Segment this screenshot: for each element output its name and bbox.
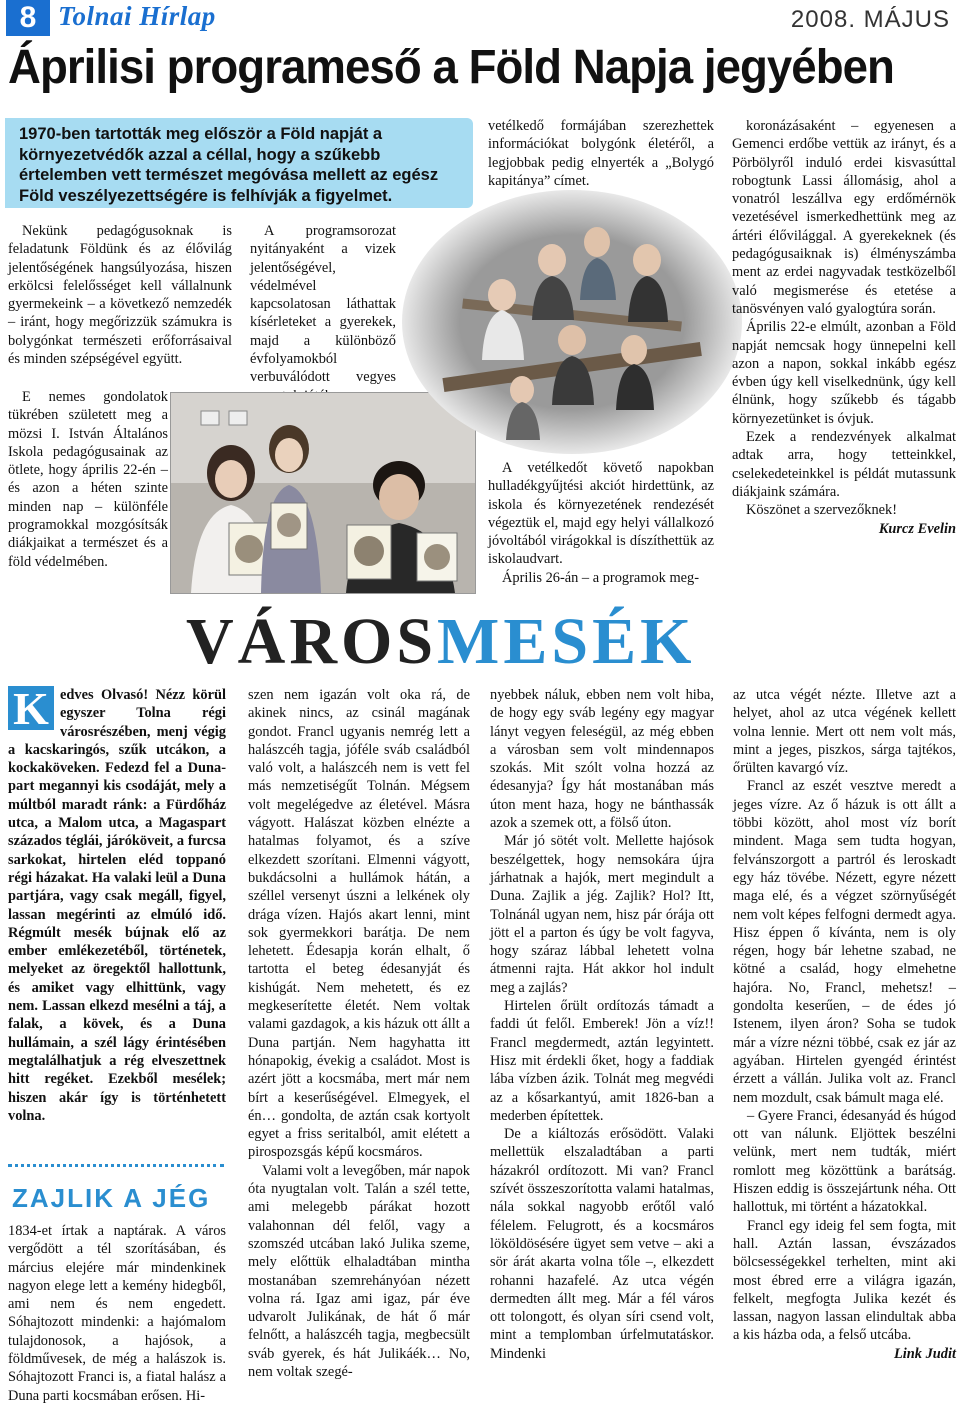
article1-column-3 <box>488 117 714 190</box>
article2-subhead: ZAJLIK A JÉG <box>12 1183 211 1213</box>
page-number: 8 <box>6 0 50 36</box>
article1-paragraph: Ezek a rendezvények alkalmat adtak arra, hogy tetteinkkel, cselekedeteinkkel is példát mutassunk diákjaink számára. <box>732 429 956 500</box>
article-lead: 1970-ben tartották meg először a Föld napját a környezetvédők azzal a céllal, hogy a szűkebb értelemben vett természet megóvása mellett az egész Föld veszélyezettségére is felhívják a figyelmet. <box>5 118 473 208</box>
article2-intro <box>8 683 226 1125</box>
article-headline: Áprilisi programeső a Föld Napja jegyében <box>8 41 894 94</box>
article1-column-1b <box>8 388 168 571</box>
article2-paragraph: szen nem igazán volt oka rá, de akinek nincs, az csinál magának gondot. Francl ugyanis nemrég lett a halászcéh tagja, jóféle sváb családból való volt, a halászcéh nem is vett fel más nemzetiségűt Tolnán. Mégsem volt megelégedve az életével. Másra vágyott. Halászat közben elnézte a hatalmas folyamot, és a szíve elkezdett szorítani. Elmenni vágyott, bukdácsolni a hullámok hátán, a széllel versenyt úszni a lelkének oly drága vízen. Hajós akart lenni, mint sok gyermekkori barátja. De nem lehetett. Édesapja korán elhalt, ő tartotta el beteg édesanyját és kishúgát. Nem mehetett, és ez megkeserítette életét. Nem voltak valami gazdagok, a kis házuk ott állt a Duna partján. Nem hagyhatta itt hónapokig, évekig a családot. Most is azért jött a kocsmába, mert már nem bírt a keserűségével. Elmegyek, el én… gondolta, de aztán csak kortyolt egyet a friss seritalból, amit elétett a pirospozsgás képű kocsmáros. <box>248 687 470 1161</box>
article1-paragraph: Április 26-án – a programok meg- <box>502 569 700 586</box>
article1-paragraph: vetélkedő formájában szerezhettek információkat bolygónk életéről, a legjobbak pedig elnyerték a „Bolygó kapitánya” címet. <box>488 118 714 189</box>
article2-paragraph: 1834-et írtak a naptárak. A város vergődött a tél szorításában, és március elejére már mindenkinek nagyon elege lett a kemény hidegből, ami nem és nem engedett. Sóhajtozott mindenki: a hajómalom tulajdonosok, a hajósok, a földművesek, de még a halászok is. Sóhajtozott Franci is, a fiatal halász a Duna parti kocsmában erősen. Hi- <box>8 1223 226 1404</box>
newspaper-brand: Tolnai Hírlap <box>58 1 216 31</box>
article2-paragraph: Már jó sötét volt. Mellette hajósok beszélgettek, hogy nemsokára újra járhatnak a hajók, mert megindult a Duna. Zajlik a jég. Zajlik? Hol? Itt, Tolnánál ugyan nem, hisz pár órája ott jött el a parton és úgy be volt fagyva, hogy száraz lábbal lehetett volna átmenni rajta. Hát akkor hol indult meg a zajlás? <box>490 833 714 996</box>
article1-paragraph: Április 22-e elmúlt, azonban a Föld napját nemcsak hogy ünnepelni kell azon a napon, sokkal inkább egész évben úgy kell viselkednünk, úgy kell élnünk, hogy szűkebb és tágabb környezetünket is óvjuk. <box>732 319 956 427</box>
article2-signature: Link Judit <box>894 1345 956 1362</box>
article2-paragraph: Francl egy ideig fel sem fogta, mit hall. Aztán lassan, évszázados bölcsességekkel terhelten, mint aki most ébred erre a világra igazán, felkelt, megfogta Julika kezét és lassan, nagyon lassan elindultak abba a kis házba oda, a felső utcába. <box>733 1217 956 1344</box>
article2-paragraph: – Gyere Franci, édesanyád és húgod ott van nálunk. Eljöttek beszélni velünk, mert nem tudták, miért romlott meg közöttünk a barátság. Hiszen eddig is összejártunk néha. Ott hallottuk, mi történt a házatokkal. <box>733 1107 956 1216</box>
article2-paragraph: Francl az eszét vesztve meredt a jeges vízre. Az ő házuk is ott állt a többi között, ahol most víz borít mindent. Maga sem tudta hogyan, felvánszorgott a partról és leroskadt egy ház tövébe. Nézett, egyre nézett maga elé, és a végzet szörnyűségét nem volt képes felfogni dermedt agya. Hisz éppen ő kívánta, nem is oly régen, hogy bár lehetne szabad, ne kötné a család, hogy elmehetne hajóra. No, Francl, mehetsz! – gondolta keserűen, – de édes jó Istenem, ilyen áron? Soha se tudok már a vízre nézni többé, csak ez jár az agyában. Hirtelen gyengéd érintést érzett a vállán. Julika volt az. Francl nem mozdult, csak bámult maga elé. <box>733 778 956 1106</box>
article1-paragraph: Nekünk pedagógusoknak is feladatunk Földünk és az élővilág jelentőségének hangsúlyozása, hiszen erkölcsi felelősséget kell vállalnunk gyermekeink – a következő nemzedék – iránt, hogy megőrizzük számukra is bolygónkat természeti erőforrásaival és minden szépségével együtt. <box>8 223 232 368</box>
article2-column-2 <box>248 686 470 1381</box>
article2-column-3 <box>490 686 714 1363</box>
photo-kids-on-climbing-frame <box>402 190 742 455</box>
section-title-part-2: MESÉK <box>437 605 696 678</box>
article1-paragraph: E nemes gondolatok tükrében született meg a mözsi I. István Általános Iskola pedagógusainak az ötlete, hogy április 22-én – és azon a héten szinte minden nap – különféle programokkal mozgósítsák diákjaikat a természet és a föld védelmében. <box>8 389 168 570</box>
article1-paragraph: A programsorozat nyitányaként a vizek jelentőségével, védelmével kapcsolatosan láthattak kísérleteket a gyerekek, majd a különböző évfolyamokból verbuválódott vegyes <box>250 223 396 386</box>
article1-column-3b <box>488 459 714 587</box>
issue-date: 2008. MÁJUS <box>790 6 950 33</box>
photo-illustration <box>402 190 742 455</box>
article1-column-2 <box>250 222 396 405</box>
article1-paragraph: A vetélkedőt követő napokban hulladékgyűjtési akciót hirdettünk, az iskola és környezetének rendezését végeztük el, majd egy helyi vállalkozó jóvoltából virágokkal is díszíthettük az iskolaudvart. <box>488 460 714 568</box>
article2-paragraph: nyebbek náluk, ebben nem volt hiba, de hogy egy sváb legény egy magyar lányt vegyen feleségül, az még ebben a városban sem volt mindennapos szokás. Mit szólt volna hozzá az édesanyja? Így hát mostanában más úton ment haza, hogy ne bánthassák azok a szemek ott, a fölső úton. <box>490 687 714 832</box>
article2-paragraph: De a kiáltozás erősödött. Valaki mellettük elszaladtában a parti házakról ordítozott. Mi van? Francl szívét összeszorította valami hatalmas, nála sokkal nagyobb erőtől való félelem. Felugrott, és a kocsmáros lököldösésére ügyet sem vetve – aki a sör árát akarta volna tőle –, elkezdett rohanni hazafelé. Az utca végén dermedten állt meg. Már a fél város ott tolongott, és olyan síri csend volt, mint a templomban úrfelmutatáskor. Mindenki <box>490 1126 714 1362</box>
article2-column-1 <box>8 1222 226 1405</box>
article1-column-4 <box>732 117 956 538</box>
section-title-part-1: VÁROS <box>186 605 438 678</box>
article2-intro-text: edves Olvasó! Nézz körül egyszer Tolna régi városrészében, menj végig a kacskaringós, szűk utcákon, a kockaköveken. Fedezd fel a Duna-part megannyi kis csodáját, mely a múltból maradt ránk: a Fürdőház utca, a Malom utca, a Magaspart százados téglái, járóköveit, a furcsa sarkokat, hirtelen eléd toppanó régi házakat. Ha valaki leül a Duna partjára, vagy csak megáll, figyel, lassan megérinti az elmúló idő. Régmúlt mesék bújnak elő az ember emlékezetéből, történetek, melyeket az öregektől hallottunk, és amiket vagy elhittünk, vagy nem. Lassan elkezd mesélni a táj, a falak, a kövek, és a Duna hullámain, a szél lágy érintésében megtalálhatjuk a rég elveszettnek hitt regéket. Ezekből mesélek; hiszen akár így is történhetett volna. <box>8 687 226 1124</box>
article1-paragraph: Köszönet a szervezőknek! <box>746 502 898 519</box>
article1-paragraph: koronázásaként – egyenesen a Gemenci erdőbe vettük az irányt, és a Pörbölyről induló erdei kisvasúttal robogtunk Lassi állomásig, ahol a vonatról leszállva egy erdőmérnök vezetésével ismerkedhettünk meg az ártéri élővilággal. A gyerekeknek (és pedagógusaiknak is) élményszámba ment az erdei nagyvadak testközelből való megismerése és etetése a tanösvényen való gyalogtúra során. <box>732 118 956 317</box>
article1-signature: Kurcz Evelin <box>878 520 956 537</box>
dotted-divider <box>8 1164 224 1167</box>
article1-column-1 <box>8 222 232 368</box>
section-title-varosmesek <box>186 604 956 680</box>
article2-paragraph: Hirtelen őrült ordítozás támadt a faddi út felől. Emberek! Jön a víz!! Francl megdermedt, aztán legyintett. Hisz mit érdekli őket, hogy a faddiak lába vízben ázik. Tolnát meg megvédi az a kősarkantyú, amit 1826-ban a mederben építettek. <box>490 998 714 1124</box>
drop-cap: K <box>8 686 54 730</box>
article2-paragraph: Valami volt a levegőben, már napok óta nyugtalan volt. Talán a szél tette, ami melegebb párákat hozott valahonnan dél felől, vagy a szomszéd utcában lakó Julika szeme, mely előttük elhaladtában mintha mostanában szemrehányóan nézett volna rá. Igaz ami igaz, pár éve udvarolt Julikának, de hát ő már felnőtt, a halászcéh tagja, megbecsült sváb gyerek, és hát Julikáék… No, nem voltak szegé- <box>248 1162 470 1380</box>
article2-column-4 <box>733 686 956 1363</box>
article2-paragraph: az utca végét nézte. Illetve azt a helyet, ahol az utca végének kellett volna lennie. Mert ott nem volt más, mint a jeges, piszkos, sárga tajtékos, őrülten kavargó víz. <box>733 687 956 777</box>
